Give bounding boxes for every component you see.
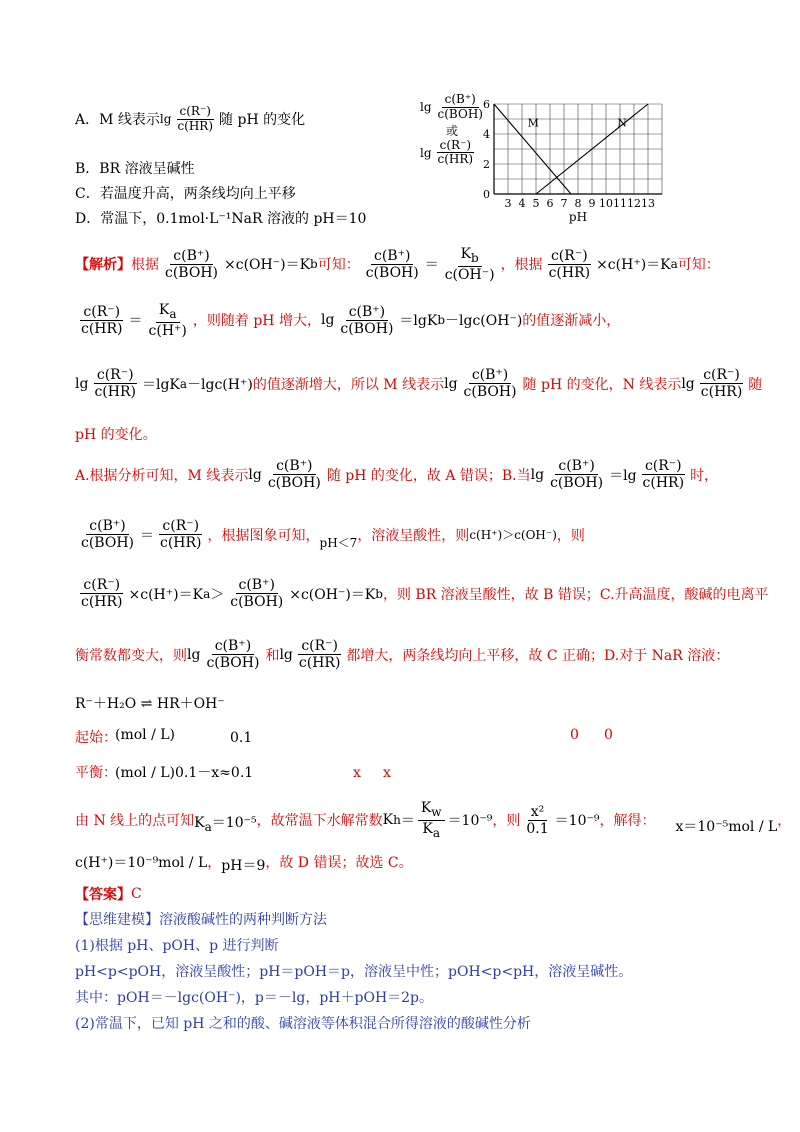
l9-kh: K <box>382 812 394 829</box>
analysis-tag: 【解析】 <box>75 257 131 274</box>
l2-num: c(R⁻) <box>80 304 123 321</box>
l5-lg: lg <box>248 466 262 483</box>
l9-num-sub: w <box>431 804 442 819</box>
x-tick-label: 4 <box>518 197 526 210</box>
ylabel-or: 或 <box>446 123 459 138</box>
l9-eq: ＝ <box>400 813 415 830</box>
balance-label: 平衡： <box>75 765 117 781</box>
l9-num2: x² <box>528 804 548 821</box>
l9-frac <box>418 800 445 840</box>
l6-den2: c(HR) <box>160 535 202 552</box>
l1-den: c(BOH) <box>165 264 218 281</box>
analysis-line-8 <box>75 638 729 671</box>
l2-eq: ＝ <box>128 313 143 330</box>
l2-den: c(HR) <box>81 320 123 337</box>
l7-c: ，则 BR 溶液呈酸性，故 B 错误；C.升高温度，酸碱的电离平 <box>382 586 769 603</box>
thinking-p3: 其中：pOH＝－lgc(OH⁻)，p＝－lg，pH＋pOH＝2p。 <box>75 990 434 1006</box>
l3-e: 随 <box>748 376 763 393</box>
option-a-num: c(R⁻) <box>177 105 214 120</box>
l2-a: ，则随着 pH 增大， <box>192 313 321 330</box>
analysis-line-10 <box>75 852 413 872</box>
l2-c: －lgc(OH⁻) <box>445 313 523 330</box>
ph-chart <box>478 96 688 226</box>
option-a-den: c(HR) <box>177 118 214 133</box>
x-tick-label: 7 <box>560 197 568 210</box>
l8-lg2: lg <box>279 646 293 663</box>
analysis-line-4: pH 的变化。 <box>75 427 157 443</box>
l7-b-sub: b <box>375 586 383 601</box>
l5-den2: c(BOH) <box>550 475 604 492</box>
l3-frac2 <box>461 367 520 400</box>
l5-den3: c(HR) <box>642 475 685 492</box>
l9-val2: ＝10⁻⁹ <box>554 813 600 830</box>
l5-frac2 <box>547 458 606 491</box>
l8-den: c(BOH) <box>206 655 260 672</box>
l6-frac2 <box>157 518 205 551</box>
l1-frac4 <box>546 248 594 281</box>
l1-e: ×c(H⁺)＝K <box>596 257 671 274</box>
l8-lg: lg <box>187 646 201 663</box>
l10-d: ，故 D 错误；故选 C。 <box>265 855 413 871</box>
l2-num2-sub: a <box>169 306 177 321</box>
l1-num3: K <box>460 246 472 262</box>
l9-val: ＝10⁻⁹ <box>447 813 493 830</box>
l5-a: A.根据分析可知，M 线表示 <box>75 467 249 484</box>
analysis-line-1 <box>75 246 720 283</box>
l7-den: c(HR) <box>81 594 123 611</box>
analysis-line-9 <box>75 800 791 840</box>
l3-lg3: lg <box>681 375 695 392</box>
analysis-line-7 <box>75 577 769 610</box>
l5-den: c(BOH) <box>267 475 321 492</box>
l3-num2: c(B⁺) <box>469 367 511 384</box>
l6-num: c(B⁺) <box>86 518 128 535</box>
l1-den3: c(OH⁻) <box>444 266 495 283</box>
option-c: C．若温度升高，两条线均向上平移 <box>75 186 296 202</box>
l3-den2: c(BOH) <box>463 384 517 401</box>
l1-frac3 <box>442 246 498 283</box>
l3-a-sub: a <box>179 376 188 391</box>
l8-num2: c(R⁻) <box>298 638 341 655</box>
l6-d: ，则 <box>556 527 585 544</box>
ylabel-bottom-fraction <box>435 139 477 168</box>
l5-num2: c(B⁺) <box>555 458 597 475</box>
option-a <box>75 105 305 134</box>
x-tick-label: 11 <box>613 197 627 210</box>
l9-x: x＝10⁻⁵mol / L <box>675 819 778 836</box>
balance-unit: (mol / L)0.1－x≈0.1 <box>115 765 254 781</box>
l1-num3-sub: b <box>471 250 479 265</box>
l6-num2: c(R⁻) <box>159 518 202 535</box>
l2-b: ＝lgK <box>399 313 438 330</box>
l9-ka-val: ＝10⁻⁵ <box>211 815 257 832</box>
y-tick-label: 4 <box>483 128 490 141</box>
series-label-N: N <box>617 116 627 130</box>
option-b: B．BR 溶液呈碱性 <box>75 161 195 177</box>
l3-lg: lg <box>75 375 89 392</box>
l7-a: ×c(H⁺)＝K <box>128 586 204 603</box>
l7-num: c(R⁻) <box>80 577 123 594</box>
l2-b-sub: b <box>437 313 446 328</box>
l5-c: 时， <box>690 467 719 484</box>
answer-tag: 【答案】 <box>75 887 131 903</box>
l9-a: 由 N 线上的点可知 <box>75 813 195 830</box>
l9-den2: 0.1 <box>526 820 549 837</box>
l5-lg2: lg <box>530 466 545 483</box>
l1-c: 可知： <box>317 257 360 274</box>
option-a-prefix: A．M 线表示 <box>75 112 160 129</box>
l6-ph: pH＜7 <box>319 536 358 551</box>
l9-c: ，则 <box>492 813 521 830</box>
l7-b: ×c(OH⁻)＝K <box>289 586 376 603</box>
l1-num4: c(R⁻) <box>548 248 591 265</box>
l9-num: K <box>420 800 432 816</box>
l8-frac2 <box>296 638 344 671</box>
x-tick-label: 8 <box>574 197 582 210</box>
l2-den2: c(H⁺) <box>148 322 187 339</box>
l2-frac2 <box>146 302 190 339</box>
l1-b-sub: b <box>310 257 318 272</box>
l10-b: ， <box>207 855 222 871</box>
ylabel-lg-top: lg <box>420 100 432 115</box>
analysis-line-3 <box>75 367 762 400</box>
l3-d: 随 pH 的变化，N 线表示 <box>522 376 682 393</box>
l8-a: 衡常数都变大，则 <box>75 647 187 664</box>
start-label: 起始： <box>75 730 117 746</box>
ylabel-top-den: c(BOH) <box>437 106 483 121</box>
l3-frac <box>91 367 139 400</box>
l2-frac3 <box>337 304 396 337</box>
l7-num2: c(B⁺) <box>236 577 278 594</box>
thinking-p4: (2)常温下，已知 pH 之和的酸、碱溶液等体积混合所得溶液的酸碱性分析 <box>75 1016 531 1032</box>
y-tick-label: 2 <box>483 158 490 171</box>
l1-den4: c(HR) <box>548 264 591 281</box>
l1-d: ，根据 <box>500 257 543 274</box>
l1-a: 根据 <box>131 257 159 274</box>
l3-a: ＝lgK <box>141 376 180 393</box>
x-tick-label: 10 <box>599 197 613 210</box>
start-v2: 0 <box>570 727 579 743</box>
l10-a: c(H⁺)＝10⁻⁹mol / L <box>75 855 208 871</box>
l9-e: ， <box>777 813 792 830</box>
x-tick-label: 13 <box>641 197 655 210</box>
y-tick-label: 0 <box>483 188 490 201</box>
start-v1: 0.1 <box>230 730 253 746</box>
l2-d: 的值逐渐减小， <box>522 313 621 330</box>
x-tick-label: 12 <box>627 197 641 210</box>
option-a-fraction <box>174 105 216 134</box>
x-tick-label: 5 <box>532 197 540 210</box>
l3-lg2: lg <box>444 375 458 392</box>
l3-frac3 <box>698 367 746 400</box>
l5-num: c(B⁺) <box>273 458 315 475</box>
x-tick-label: 3 <box>504 197 512 210</box>
l5-b: 随 pH 的变化，故 A 错误；B.当 <box>326 467 531 484</box>
ylabel-bottom-den: c(HR) <box>437 152 474 167</box>
l2-num3: c(B⁺) <box>346 304 388 321</box>
l2-frac <box>78 304 126 337</box>
l3-num3: c(R⁻) <box>700 367 743 384</box>
l1-num2: c(B⁺) <box>371 248 413 265</box>
l5-eq: ＝lg <box>609 467 637 484</box>
l10-c: pH＝9 <box>221 858 266 874</box>
l5-frac <box>265 458 324 491</box>
l7-frac2 <box>227 577 286 610</box>
thinking-tag: 【思维建模】 <box>75 912 159 928</box>
thinking-p1: (1)根据 pH、pOH、p 进行判断 <box>75 938 279 954</box>
l1-e-sub: a <box>670 257 678 272</box>
l9-d: ，解得： <box>599 813 656 830</box>
l3-num: c(R⁻) <box>94 367 137 384</box>
x-axis-label: pH <box>568 210 588 224</box>
ylabel-top-num: c(B⁺) <box>442 93 479 108</box>
x-tick-label: 9 <box>588 197 596 210</box>
thinking-header <box>75 909 327 929</box>
l1-frac2 <box>363 248 422 281</box>
balance-v3: x <box>383 765 391 781</box>
option-a-suffix: 随 pH 的变化 <box>219 112 306 129</box>
ylabel-lg-bottom: lg <box>420 145 432 160</box>
y-tick-label: 6 <box>483 98 490 111</box>
series-label-M: M <box>527 116 539 130</box>
answer-line <box>75 884 142 904</box>
option-d: D．常温下，0.1mol·L⁻¹NaR 溶液的 pH＝10 <box>75 211 367 227</box>
l7-a-sub: a <box>203 586 211 601</box>
l3-b: －lgc(H⁺) <box>187 376 253 393</box>
l9-ka-sub: a <box>204 819 212 834</box>
answer-value: C <box>131 886 142 902</box>
l9-ka: K <box>194 815 205 832</box>
start-v3: 0 <box>604 727 613 743</box>
l2-den3: c(BOH) <box>340 320 394 337</box>
l6-eq: ＝ <box>140 527 154 544</box>
l7-den2: c(BOH) <box>230 594 284 611</box>
l6-a: ，根据图象可知， <box>207 527 320 544</box>
l1-num: c(B⁺) <box>170 248 212 265</box>
l1-frac <box>162 248 221 281</box>
l9-b: ，故常温下水解常数 <box>256 813 383 830</box>
l5-num3: c(R⁻) <box>642 458 685 475</box>
l1-den2: c(BOH) <box>365 264 419 281</box>
l3-c: 的值逐渐增大，所以 M 线表示 <box>252 376 445 393</box>
ylabel-bottom-num: c(R⁻) <box>437 139 474 154</box>
hydrolysis-equation: R⁻＋H₂O ⇌ HR＋OH⁻ <box>75 696 225 712</box>
l6-b: ，溶液呈酸性，则 <box>357 527 470 544</box>
l9-kh-sub: h <box>393 813 401 828</box>
option-a-lg: lg <box>159 112 172 127</box>
l8-den2: c(HR) <box>298 655 341 672</box>
l3-den: c(HR) <box>94 384 136 401</box>
l6-den: c(BOH) <box>81 535 134 552</box>
thinking-p2: pH<p<pOH，溶液呈酸性；pH＝pOH＝p，溶液呈中性；pOH<p<pH，溶液呈碱性。 <box>75 964 633 980</box>
analysis-line-5 <box>75 458 718 491</box>
balance-v2: x <box>353 765 361 781</box>
start-unit: (mol / L) <box>115 727 176 743</box>
analysis-line-2 <box>75 302 620 339</box>
l8-frac <box>203 638 262 671</box>
l7-gt: ＞ <box>210 586 225 603</box>
l6-c: c(H⁺)＞c(OH⁻) <box>469 528 557 543</box>
l5-frac3 <box>640 458 688 491</box>
l1-f: 可知： <box>677 257 720 274</box>
l2-lg: lg <box>320 312 335 329</box>
analysis-line-6 <box>75 518 585 551</box>
thinking-title: 溶液酸碱性的两种判断方法 <box>159 912 327 928</box>
l9-den: K <box>422 820 433 837</box>
l7-frac <box>78 577 126 610</box>
l8-b: 都增大，两条线均向上平移，故 C 正确；D.对于 NaR 溶液： <box>346 647 730 664</box>
l1-b: ×c(OH⁻)＝K <box>224 257 311 274</box>
l8-and: 和 <box>265 647 280 664</box>
l6-frac <box>78 518 137 551</box>
l2-num2: K <box>158 302 170 318</box>
x-tick-label: 6 <box>546 197 554 210</box>
l3-den3: c(HR) <box>700 384 743 401</box>
l1-eq: ＝ <box>424 257 439 274</box>
l8-num: c(B⁺) <box>212 638 254 655</box>
l9-den-sub: a <box>432 825 440 840</box>
l9-frac2 <box>523 804 551 837</box>
